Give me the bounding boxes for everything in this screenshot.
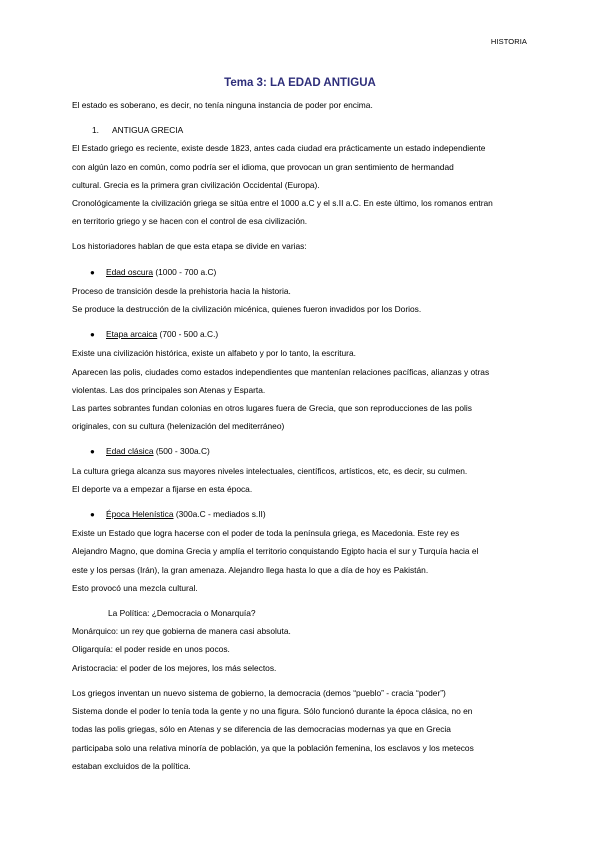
- democracia-line: Sistema donde el poder lo tenía toda la gente y no una figura. Sólo funcionó durante la época clásica, no en: [72, 706, 473, 717]
- democracia-line: Los griegos inventan un nuevo sistema de gobierno, la democracia (demos “pueblo” - cracia “poder”): [72, 687, 446, 698]
- politica-heading: La Política: ¿Democracia o Monarquía?: [108, 608, 256, 619]
- period-name: Edad oscura: [106, 266, 154, 277]
- grecia-line-1: El Estado griego es reciente, existe desde 1823, antes cada ciudad era prácticamente un estado independiente: [72, 143, 486, 154]
- democracia-line: participaba solo una relativa minoría de población, ya que la población femenina, los esclavos y los metecos: [72, 742, 474, 753]
- cronologia-line-1: Cronológicamente la civilización griega se sitúa entre el 1000 a.C y el s.II a.C. En este último, los romanos entran: [72, 198, 493, 209]
- politica-line: Monárquico: un rey que gobierna de manera casi absoluta.: [72, 626, 291, 637]
- period-line: Aparecen las polis, ciudades como estados independientes que mantenían relaciones pacíficas, alianzas y otras: [72, 366, 490, 377]
- period-line: Proceso de transición desde la prehistoria hacia la historia.: [72, 285, 291, 296]
- page-header-label: HISTORIA: [490, 37, 527, 46]
- bullet-icon: ●: [90, 510, 95, 520]
- bullet-icon: ●: [90, 447, 95, 457]
- period-heading-edad-oscura: [72, 263, 530, 282]
- bullet-icon: ●: [90, 267, 95, 277]
- section-title: ANTIGUA GRECIA: [112, 125, 184, 136]
- document-title: Tema 3: LA EDAD ANTIGUA: [224, 77, 376, 89]
- period-line: originales, con su cultura (helenización del mediterráneo): [72, 421, 285, 432]
- politica-line: Oligarquía: el poder reside en unos pocos.: [72, 644, 230, 655]
- period-dates: (1000 - 700 a.C): [153, 266, 217, 277]
- politica-line: Aristocracia: el poder de los mejores, los más selectos.: [72, 662, 277, 673]
- etapas-paragraph: Los historiadores hablan de que esta etapa se divide en varias:: [72, 241, 307, 252]
- period-line: La cultura griega alcanza sus mayores niveles intelectuales, científicos, artísticos, etc, es decir, su culmen.: [72, 465, 468, 476]
- intro-paragraph: El estado es soberano, es decir, no tenía ninguna instancia de poder por encima.: [72, 100, 373, 110]
- period-dates: (300a.C - mediados s.II): [173, 509, 266, 520]
- period-name: Edad clásica: [106, 446, 154, 457]
- bullet-icon: ●: [90, 330, 95, 340]
- grecia-line-2: con algún lazo en común, como podría ser el idioma, que provocan un gran sentimiento de hermandad: [72, 161, 454, 172]
- cronologia-line-2: en territorio griego y se hacen con el control de esa civilización.: [72, 216, 308, 227]
- section-heading-grecia: [72, 121, 530, 139]
- period-line: este y los persas (Irán), la gran amenaza. Alejandro llega hasta lo que a día de hoy es Pakistán.: [72, 564, 429, 575]
- period-line: Esto provocó una mezcla cultural.: [72, 582, 198, 593]
- period-line: Se produce la destrucción de la civilización micénica, quienes fueron invadidos por los Dorios.: [72, 304, 422, 315]
- period-line: Las partes sobrantes fundan colonias en otros lugares fuera de Grecia, que son reproducciones de las polis: [72, 403, 472, 414]
- period-heading-edad-clasica: [72, 442, 530, 461]
- period-dates: (500 - 300a.C): [153, 446, 210, 457]
- period-heading-etapa-arcaica: [72, 325, 530, 344]
- period-line: violentas. Las dos principales son Atenas y Esparta.: [72, 384, 266, 395]
- democracia-line: estaban excluidos de la política.: [72, 760, 191, 771]
- document-body: [72, 96, 530, 775]
- period-line: El deporte va a empezar a fijarse en esta época.: [72, 483, 253, 494]
- democracia-line: todas las polis griegas, sólo en Atenas y se diferencia de las democracias modernas ya que en Grecia: [72, 724, 451, 735]
- period-heading-epoca-helenistica: [72, 505, 530, 524]
- period-name: Etapa arcaica: [106, 329, 158, 340]
- grecia-line-3: cultural. Grecia es la primera gran civilización Occidental (Europa).: [72, 179, 320, 190]
- period-line: Alejandro Magno, que domina Grecia y amplía el territorio conquistando Egipto hacia el sur y Turquía hacia el: [72, 546, 479, 557]
- section-number: 1.: [92, 125, 99, 136]
- period-line: Existe un Estado que logra hacerse con el poder de toda la península griega, es Macedonia. Este rey es: [72, 528, 460, 539]
- period-dates: (700 - 500 a.C.): [157, 329, 219, 340]
- period-line: Existe una civilización histórica, existe un alfabeto y por lo tanto, la escritura.: [72, 348, 356, 359]
- period-name: Época Helenística: [106, 509, 174, 520]
